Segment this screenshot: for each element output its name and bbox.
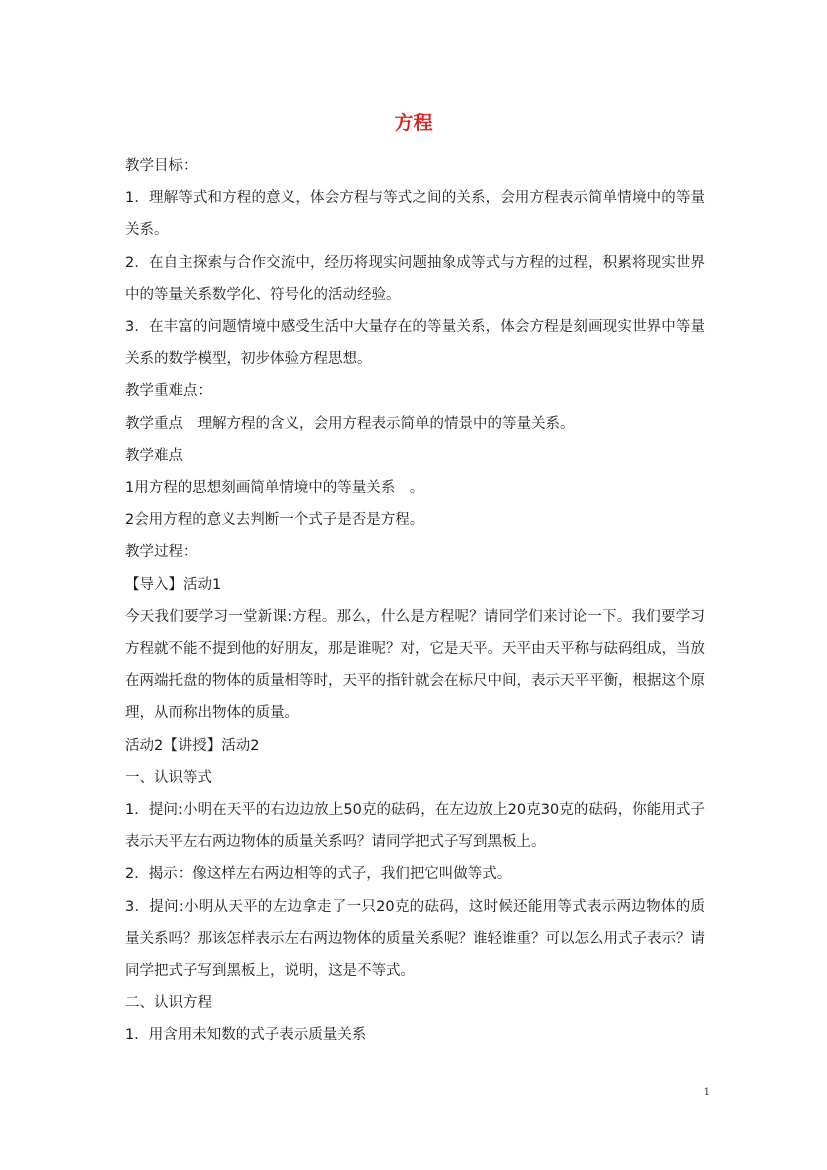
section-heading-objectives: 教学目标： bbox=[125, 158, 198, 174]
part-1-heading: 一、认识等式 bbox=[125, 769, 212, 786]
part-2-heading: 二、认识方程 bbox=[125, 995, 212, 1012]
section-heading-key-points: 教学重难点： bbox=[125, 383, 212, 400]
activity-2-heading: 活动2【讲授】活动2 bbox=[125, 737, 260, 754]
difficulty-1: 1用方程的思想刻画简单情境中的等量关系 。 bbox=[125, 480, 425, 497]
objective-3: 3．在丰富的问题情境中感受生活中大量存在的等量关系，体会方程是刻画现实世界中等量关系的数学模型，初步体验方程思想。 bbox=[125, 319, 705, 368]
part-1-item-2: 2．揭示：像这样左右两边相等的式子，我们把它叫做等式。 bbox=[125, 866, 512, 883]
document-body bbox=[125, 150, 705, 1052]
page-title: 方程 bbox=[394, 112, 433, 134]
difficulty-2: 2会用方程的意义去判断一个式子是否是方程。 bbox=[125, 512, 425, 529]
section-heading-process: 教学过程： bbox=[125, 544, 198, 561]
part-1-item-1: 1．提问:小明在天平的右边边放上50克的砝码，在左边放上20克30克的砝码，你能用式子表示天平左右两边物体的质量关系吗？请同学把式子写到黑板上。 bbox=[125, 802, 705, 851]
objective-1: 1．理解等式和方程的意义，体会方程与等式之间的关系，会用方程表示简单情境中的等量关系。 bbox=[125, 190, 705, 239]
part-1-item-3: 3．提问:小明从天平的左边拿走了一只20克的砝码，这时候还能用等式表示两边物体的质量关系吗？那该怎样表示左右两边物体的质量关系呢？谁轻谁重？可以怎么用式子表示？请同学把式子写到黑板上，说明，这是不等式。 bbox=[125, 898, 705, 980]
activity-1-text: 今天我们要学习一堂新课:方程。那么，什么是方程呢？请同学们来讨论一下。我们要学习方程就不能不提到他的好朋友，那是谁呢？对，它是天平。天平由天平称与砝码组成，当放在两端托盘的物体的质量相等时，天平的指针就会在标尺中间，表示天平平衡，根据这个原理，从而称出物体的质量。 bbox=[125, 608, 705, 722]
subheading-difficulties: 教学难点 bbox=[125, 447, 183, 464]
key-point: 教学重点 理解方程的含义，会用方程表示简单的情景中的等量关系。 bbox=[125, 415, 575, 432]
page-number: 1 bbox=[703, 1087, 710, 1098]
activity-1-heading: 【导入】活动1 bbox=[125, 576, 222, 593]
objective-2: 2．在自主探索与合作交流中，经历将现实问题抽象成等式与方程的过程，积累将现实世界中的等量关系数学化、符号化的活动经验。 bbox=[125, 254, 705, 303]
part-2-item-1: 1．用含用未知数的式子表示质量关系 bbox=[125, 1027, 367, 1044]
